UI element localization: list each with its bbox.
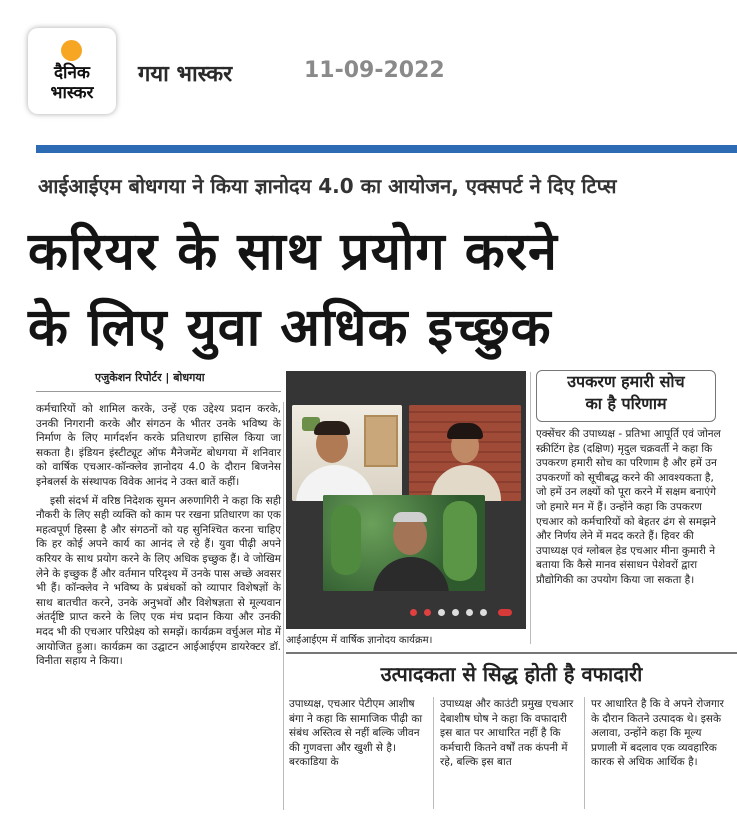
- video-tile-speaker-3: [323, 495, 485, 591]
- main-column: [36, 402, 281, 673]
- subheading-tools-line1: उपकरण हमारी सोच: [567, 372, 685, 391]
- video-tile-speaker-1: [292, 405, 402, 501]
- bottom-column-3: पर आधारित है कि वे अपने रोजगार के दौरान कितने उत्पादक थे। इसके अलावा, उन्होंने कहा कि मूल्य प्रणाली में बदलाव एक व्यवहारिक कारक से अधिक आर्थिक है।: [591, 698, 724, 769]
- participants-icon: [466, 609, 473, 616]
- publication-date: 11-09-2022: [304, 58, 445, 83]
- column-divider: [433, 697, 434, 809]
- headline-line1: करियर के साथ प्रयोग करने: [28, 222, 558, 282]
- article-photo: [286, 371, 526, 629]
- right-column-text: एक्सेंचर की उपाध्यक्ष - प्रतिभा आपूर्ति एवं जोनल स्क्रीटिंग हेड (दक्षिण) मृदुल चक्रवर्ती ने कहा कि उपकरण हमारी सोच का परिणाम है और हमें उन उपकरणों को सूचीबद्ध करने की आवश्यकता है, जो हमें उन लक्ष्यों को पूरा करने में सक्षम बनाएंगे जो हमारे मन में हैं। उन्होंने कहा कि उपकरण एचआर को कर्मचारियों को बेहतर ढंग से समझने और निर्णय लेने में मदद करते हैं। हिवर की उपाध्यक्ष एवं ग्लोबल हेड एचआर मीना कुमारी ने बताया कि कैसे मानव संसाधन पेशेवरों द्वारा प्रौद्योगिकी का उपयोग किया जा सकता है।: [536, 428, 721, 586]
- section-divider: [36, 145, 737, 153]
- more-icon: [480, 609, 487, 616]
- headline-line2: के लिए युवा अधिक इच्छुक: [28, 298, 552, 358]
- subheading-tools: [536, 370, 716, 422]
- main-paragraph-1: कर्मचारियों को शामिल करके, उन्हें एक उद्देश्य प्रदान करके, उनकी निगरानी करके और संगठन के भीतर उनके भविष्य के निर्माण के लिए मार्गदर्शन करके प्रतिधारण हासिल किया जा सकता है। इंडियन इंस्टीट्यूट ऑफ मैनेजमेंट बोधगया में शनिवार को वार्षिक एचआर-कॉन्क्लेव ज्ञानोदय 4.0 के दौरान बिजनेस इनेबलर्स के संस्थापक विवेक आनंद ने उक्त बातें कहीं।: [36, 403, 281, 488]
- video-call-toolbar: [406, 607, 521, 619]
- column-divider: [283, 402, 284, 810]
- mic-icon: [410, 609, 417, 616]
- share-icon: [438, 609, 445, 616]
- bottom-column-1: उपाध्यक्ष, एचआर पेटीएम आशीष बंगा ने कहा कि सामाजिक पीढ़ी का संबंध अस्तित्व से नहीं बल्कि जीवन की गुणवत्ता और खुशी से है। बरकाडिया के: [289, 698, 423, 769]
- edition-name: गया भास्कर: [138, 62, 233, 87]
- column-divider: [530, 372, 531, 644]
- video-tile-speaker-2: [409, 405, 521, 501]
- logo-text-line2: भास्कर: [50, 83, 94, 103]
- logo-text-line1: दैनिक: [54, 63, 90, 83]
- leave-call-icon: [498, 609, 512, 616]
- kicker-headline: आईआईएम बोधगया ने किया ज्ञानोदय 4.0 का आयोजन, एक्सपर्ट ने दिए टिप्स: [38, 174, 617, 198]
- bottom-column-2: उपाध्यक्ष और काउंटी प्रमुख एचआर देबाशीष घोष ने कहा कि वफादारी इस बात पर आधारित नहीं है कि कर्मचारी कितने वर्षों तक कंपनी में रहे, बल्कि इस बात: [440, 698, 574, 769]
- subheading-tools-line2: का है परिणाम: [585, 394, 667, 413]
- newspaper-logo: [28, 28, 116, 114]
- column-divider: [584, 697, 585, 809]
- camera-icon: [424, 609, 431, 616]
- subheading-loyalty: उत्पादकता से सिद्ध होती है वफादारी: [286, 652, 737, 690]
- byline-divider: [36, 391, 281, 392]
- main-paragraph-2: इसी संदर्भ में वरिष्ठ निदेशक सुमन अरुणागिरी ने कहा कि सही नौकरी के लिए सही व्यक्ति को काम पर रखना प्रतिधारण का एक महत्वपूर्ण हिस्सा है और संगठनों को यह सुनिश्चित करना चाहिए कि हर कोई अपने कार्य का आनंद ले रहे हैं। युवा पीढ़ी अपने करियर के साथ प्रयोग करने के लिए अधिक इच्छुक हैं। वे जोखिम लेने के इच्छुक हैं और वर्तमान परिदृश्य में उनके पास अच्छे अवसर भी हैं। कॉन्क्लेव ने भविष्य के प्रबंधकों को व्यापार विशेषज्ञों के साथ बातचीत करने, उनके अनुभवों और विशेषज्ञता से मूल्यवान अंतर्दृष्टि प्राप्त करने के लिए एक मंच प्रदान किया और उनकी मदद भी की एचआर परिप्रेक्ष्य को समझें। कार्यक्रम वर्चुअल मोड में आयोजित हुआ। कार्यक्रम का उद्घाटन आईआईएम डायरेक्टर डॉ. विनीता सहाय ने किया।: [36, 494, 281, 668]
- chat-icon: [452, 609, 459, 616]
- byline: एजुकेशन रिपोर्टर | बोधगया: [95, 371, 205, 384]
- photo-caption: आईआईएम में वार्षिक ज्ञानोदय कार्यक्रम।: [286, 635, 433, 646]
- sun-icon: [61, 40, 82, 61]
